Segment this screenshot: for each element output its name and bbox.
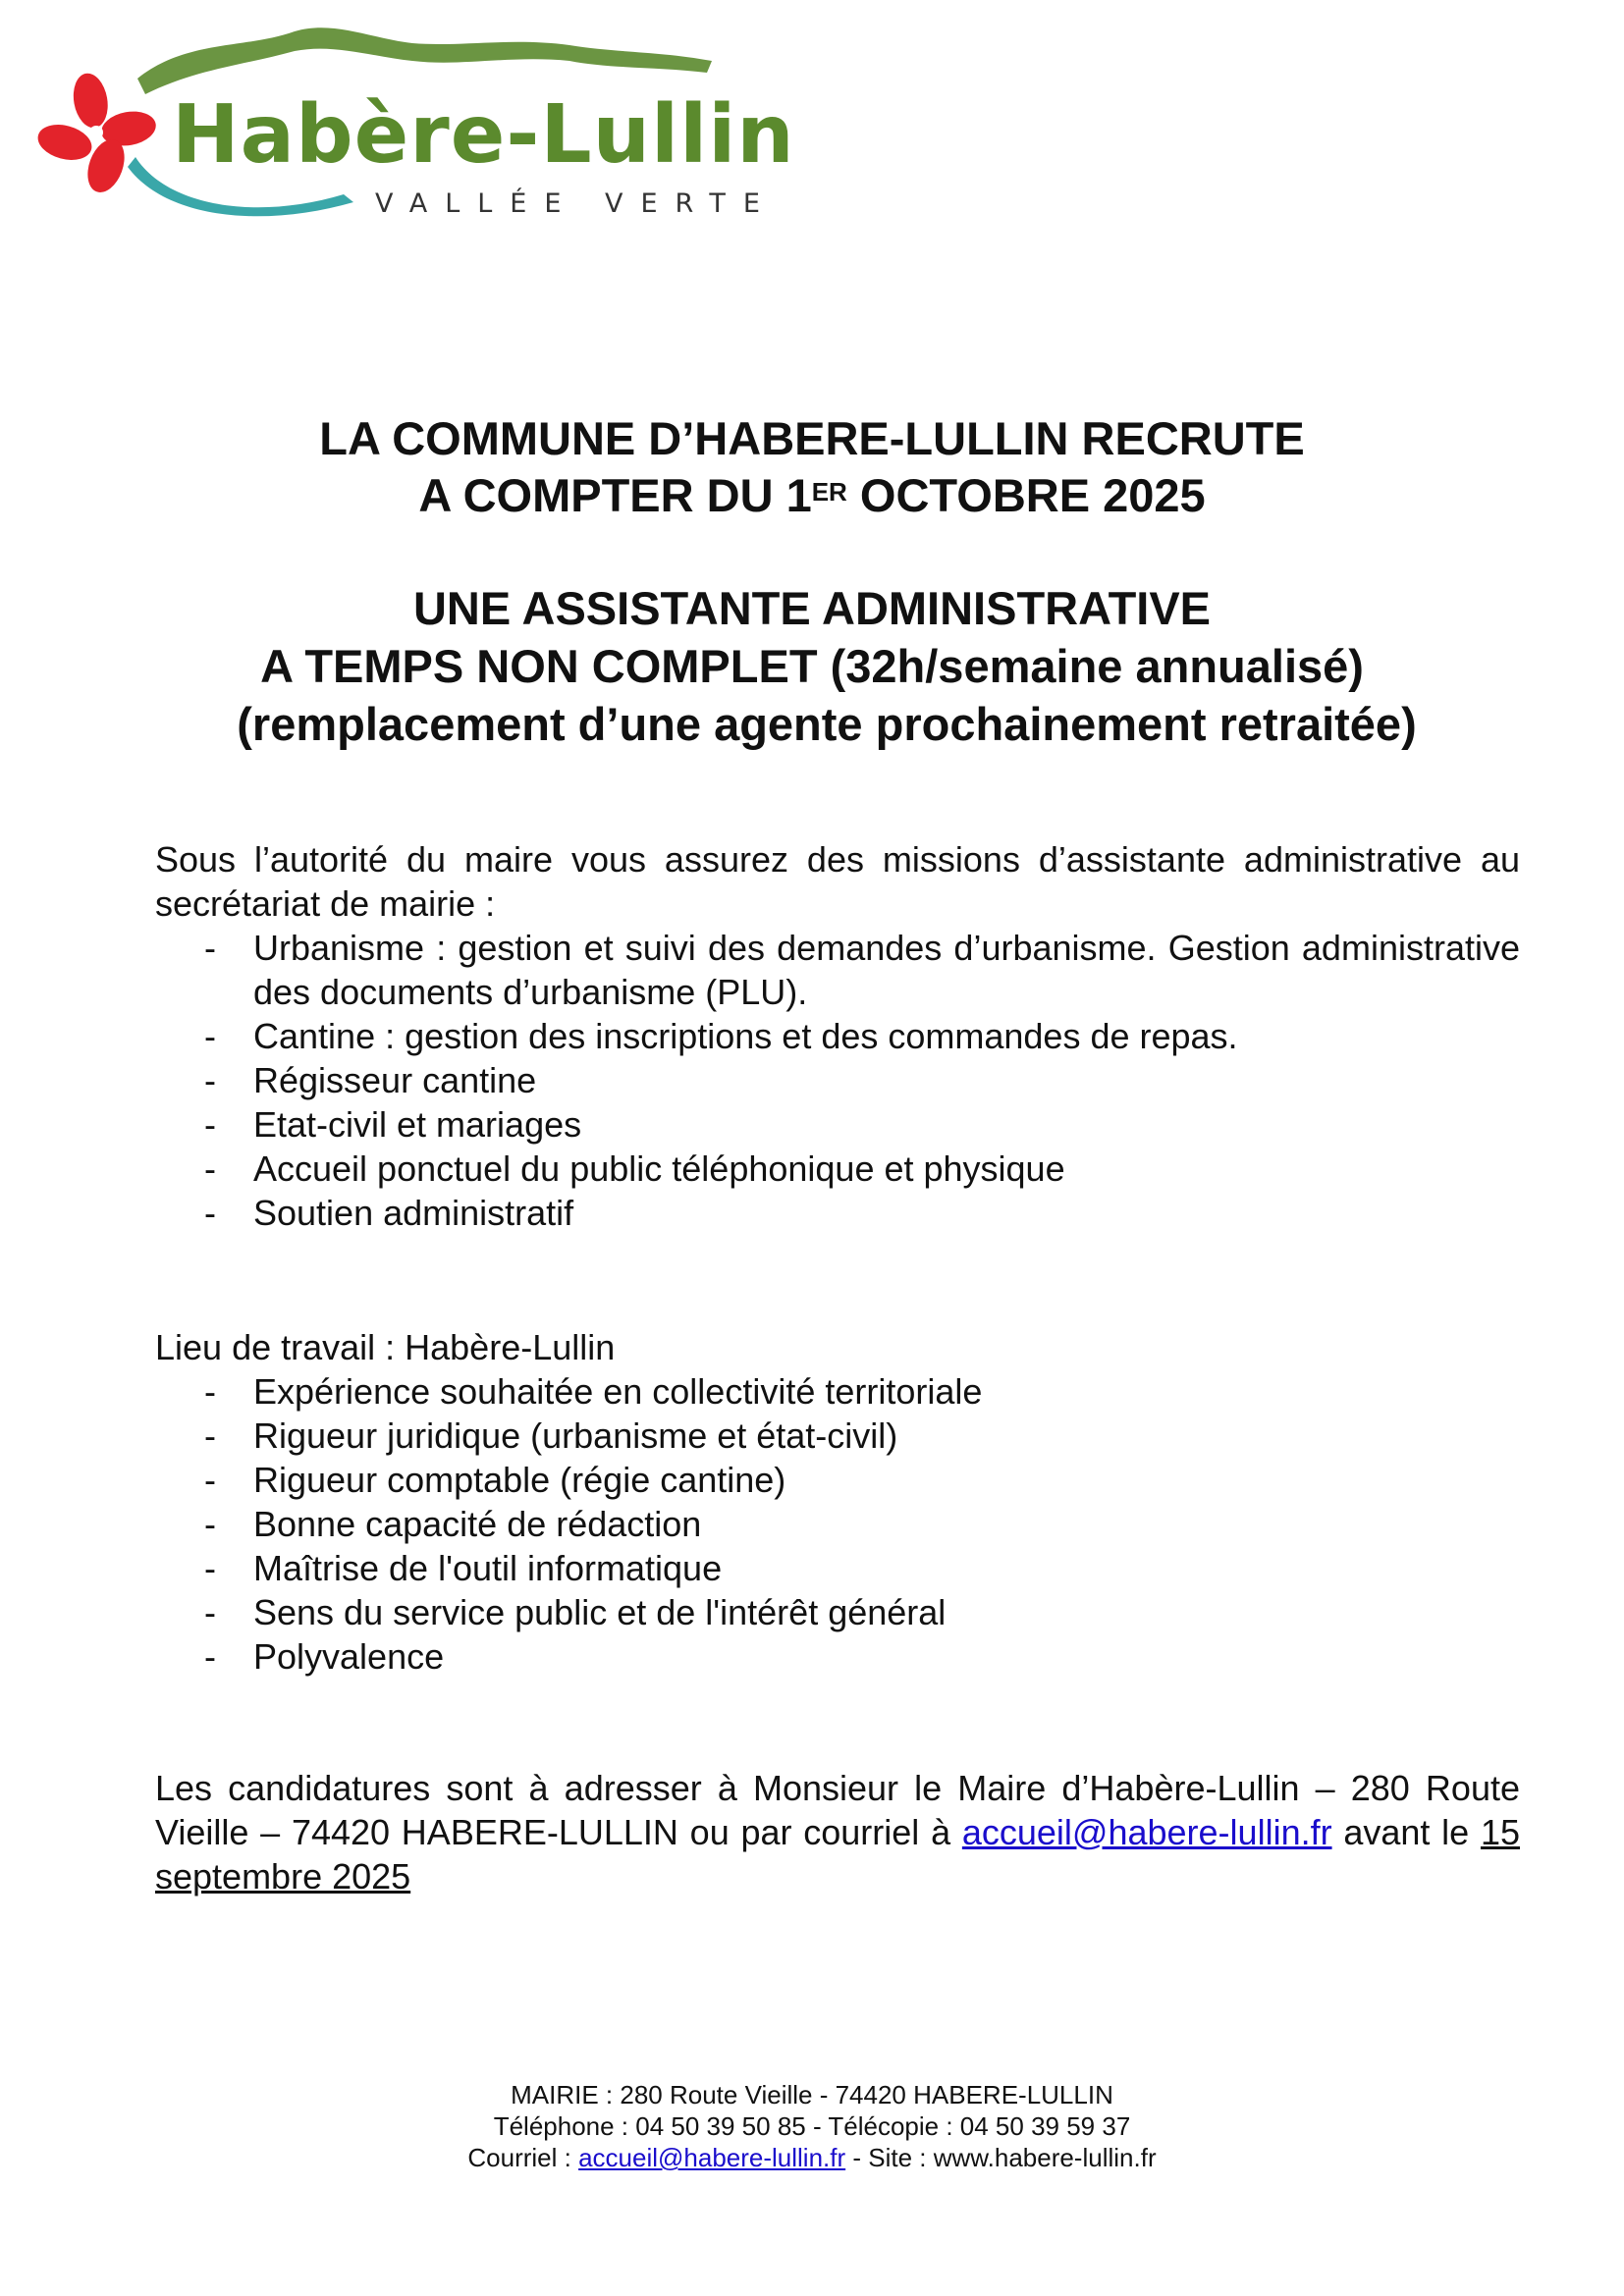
position-line-1: UNE ASSISTANTE ADMINISTRATIVE xyxy=(412,582,1212,634)
page-footer xyxy=(0,2079,1624,2173)
mountain-brush-icon xyxy=(137,27,712,94)
footer-site: - Site : www.habere-lullin.fr xyxy=(845,2143,1157,2172)
list-item: - Cantine : gestion des inscriptions et des commandes de repas. xyxy=(155,1014,1520,1058)
list-item: - Sens du service public et de l'intérêt général xyxy=(155,1590,1520,1634)
missions-list xyxy=(155,926,1520,1235)
application-text-middle: avant le xyxy=(1331,1812,1481,1852)
logo-name: Habère-Lullin xyxy=(172,88,795,182)
application-section xyxy=(155,1766,1520,1898)
footer-address: MAIRIE : 280 Route Vieille - 74420 HABERE-LULLIN xyxy=(511,2080,1113,2109)
list-item: - Etat-civil et mariages xyxy=(155,1102,1520,1147)
application-deadline: 15 septembre 2025 xyxy=(155,1812,1520,1896)
list-item: - Expérience souhaitée en collectivité territoriale xyxy=(155,1369,1520,1414)
list-item: - Bonne capacité de rédaction xyxy=(155,1502,1520,1546)
position-line-2: A TEMPS NON COMPLET (32h/semaine annualisé) xyxy=(260,640,1364,692)
position-line-3: (remplacement d’une agente prochainement retraitée) xyxy=(237,698,1417,750)
position-title xyxy=(0,579,1624,753)
heading-date-superscript: ER xyxy=(811,477,847,507)
profile-list xyxy=(155,1369,1520,1679)
profile-section xyxy=(155,1325,1520,1679)
heading-date-suffix: OCTOBRE 2025 xyxy=(846,469,1206,521)
logo-tagline: VALLÉE VERTE xyxy=(375,188,778,219)
commune-logo xyxy=(20,10,795,221)
heading-date-prefix: A COMPTER DU 1 xyxy=(418,469,812,521)
list-item: - Rigueur comptable (régie cantine) xyxy=(155,1458,1520,1502)
missions-intro: Sous l’autorité du maire vous assurez des missions d’assistante administrative au secrétariat de mairie : xyxy=(155,839,1520,924)
footer-contact xyxy=(0,2142,1624,2173)
heading-line-1: LA COMMUNE D’HABERE-LULLIN RECRUTE xyxy=(319,412,1305,464)
list-item: - Soutien administratif xyxy=(155,1191,1520,1235)
list-item: - Polyvalence xyxy=(155,1634,1520,1679)
work-location: Lieu de travail : Habère-Lullin xyxy=(155,1327,616,1367)
missions-section xyxy=(155,837,1520,1235)
heading-line-2 xyxy=(0,467,1624,524)
list-item: - Régisseur cantine xyxy=(155,1058,1520,1102)
application-text-before: Les candidatures sont à adresser à Monsieur le Maire d’Habère-Lullin – 280 Route Vieille – 74420 HABERE-LULLIN ou par courriel à xyxy=(155,1768,1520,1852)
footer-phone: Téléphone : 04 50 39 50 85 - Télécopie : 04 50 39 59 37 xyxy=(493,2111,1131,2141)
list-item: - Urbanisme : gestion et suivi des demandes d’urbanisme. Gestion administrative des documents d’urbanisme (PLU). xyxy=(155,926,1520,1014)
list-item: - Rigueur juridique (urbanisme et état-civil) xyxy=(155,1414,1520,1458)
footer-email-link[interactable]: accueil@habere-lullin.fr xyxy=(578,2143,846,2172)
list-item: - Accueil ponctuel du public téléphonique et physique xyxy=(155,1147,1520,1191)
list-item: - Maîtrise de l'outil informatique xyxy=(155,1546,1520,1590)
application-text xyxy=(155,1766,1520,1898)
footer-email-label: Courriel : xyxy=(467,2143,579,2172)
recruitment-heading xyxy=(0,410,1624,524)
application-email-link[interactable]: accueil@habere-lullin.fr xyxy=(961,1812,1332,1852)
